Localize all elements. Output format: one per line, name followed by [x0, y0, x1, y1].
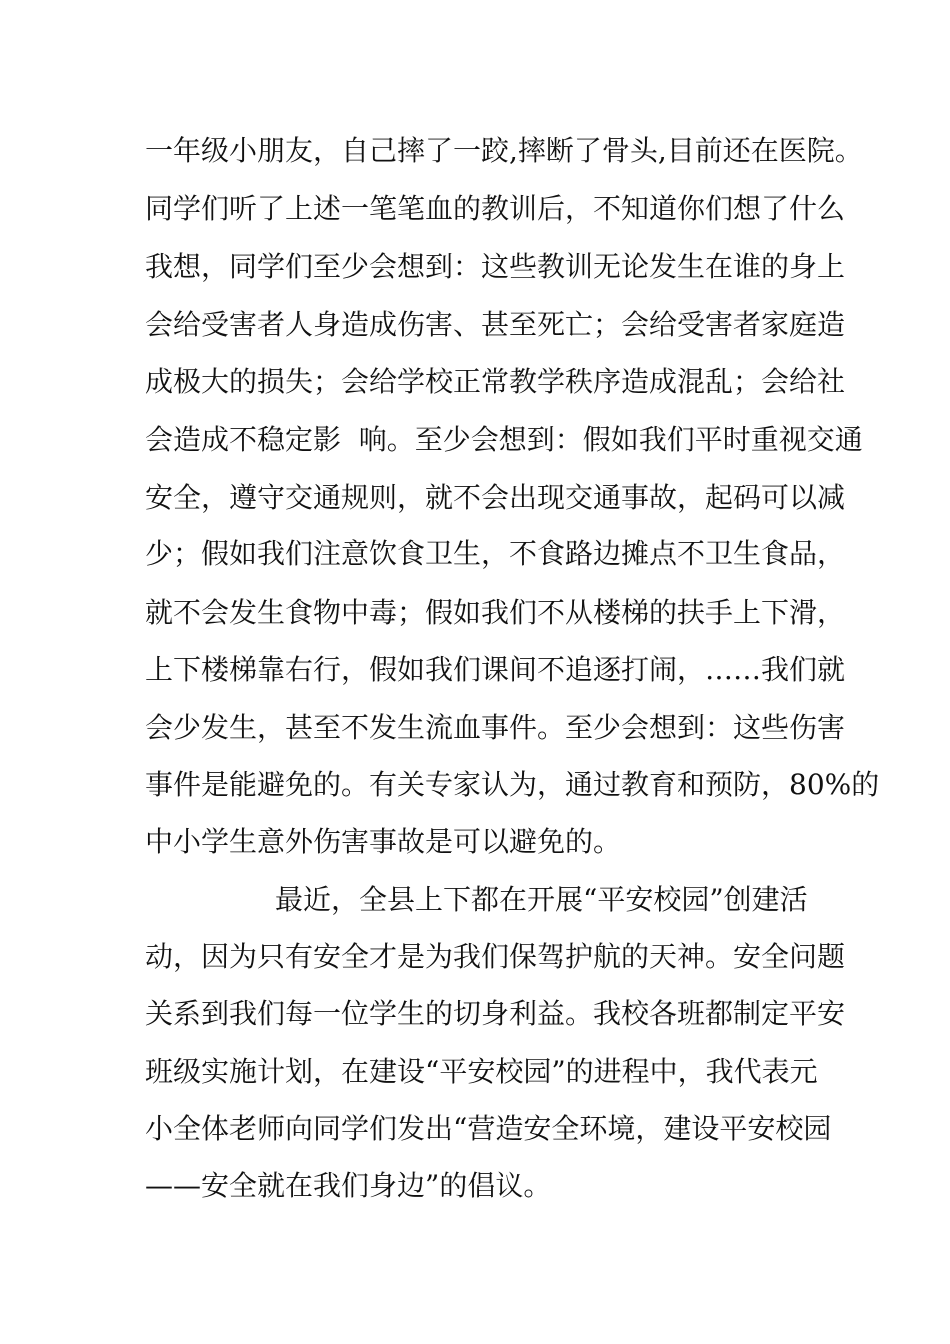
- text-line: 安全，遵守交通规则，就不会出现交通事故，起码可以减: [145, 481, 846, 514]
- text-line: 会少发生，甚至不发生流血事件。至少会想到：这些伤害: [145, 711, 846, 744]
- text-line: 同学们听了上述一笔笔血的教训后，不知道你们想了什么: [145, 192, 846, 225]
- text-line: 少；假如我们注意饮食卫生，不食路边摊点不卫生食品，: [145, 537, 846, 570]
- text-line: 事件是能避免的。有关专家认为，通过教育和预防，80%的: [145, 768, 880, 801]
- text-line: 我想，同学们至少会想到：这些教训无论发生在谁的身上: [145, 250, 846, 283]
- text-line: ——安全就在我们身边”的倡议。: [145, 1169, 552, 1202]
- text-line: 成极大的损失；会给学校正常教学秩序造成混乱；会给社: [145, 365, 846, 398]
- text-line: 一年级小朋友，自己摔了一跤,摔断了骨头,目前还在医院。: [145, 134, 863, 167]
- text-line: 会给受害者人身造成伤害、甚至死亡；会给受害者家庭造: [145, 308, 846, 341]
- text-line: 关系到我们每一位学生的切身利益。我校各班都制定平安: [145, 997, 846, 1030]
- text-line: 上下楼梯靠右行，假如我们课间不追逐打闹，……我们就: [145, 653, 846, 686]
- text-line: 小全体老师向同学们发出“营造安全环境，建设平安校园: [145, 1112, 832, 1145]
- text-line: 会造成不稳定影 响。至少会想到：假如我们平时重视交通: [145, 423, 863, 456]
- text-line: 就不会发生食物中毒；假如我们不从楼梯的扶手上下滑，: [145, 596, 846, 629]
- text-line: 最近，全县上下都在开展“平安校园”创建活: [275, 883, 808, 916]
- text-line: 班级实施计划，在建设“平安校园”的进程中，我代表元: [145, 1055, 818, 1088]
- text-line: 中小学生意外伤害事故是可以避免的。: [145, 825, 622, 858]
- text-line: 动，因为只有安全才是为我们保驾护航的天神。安全问题: [145, 940, 846, 973]
